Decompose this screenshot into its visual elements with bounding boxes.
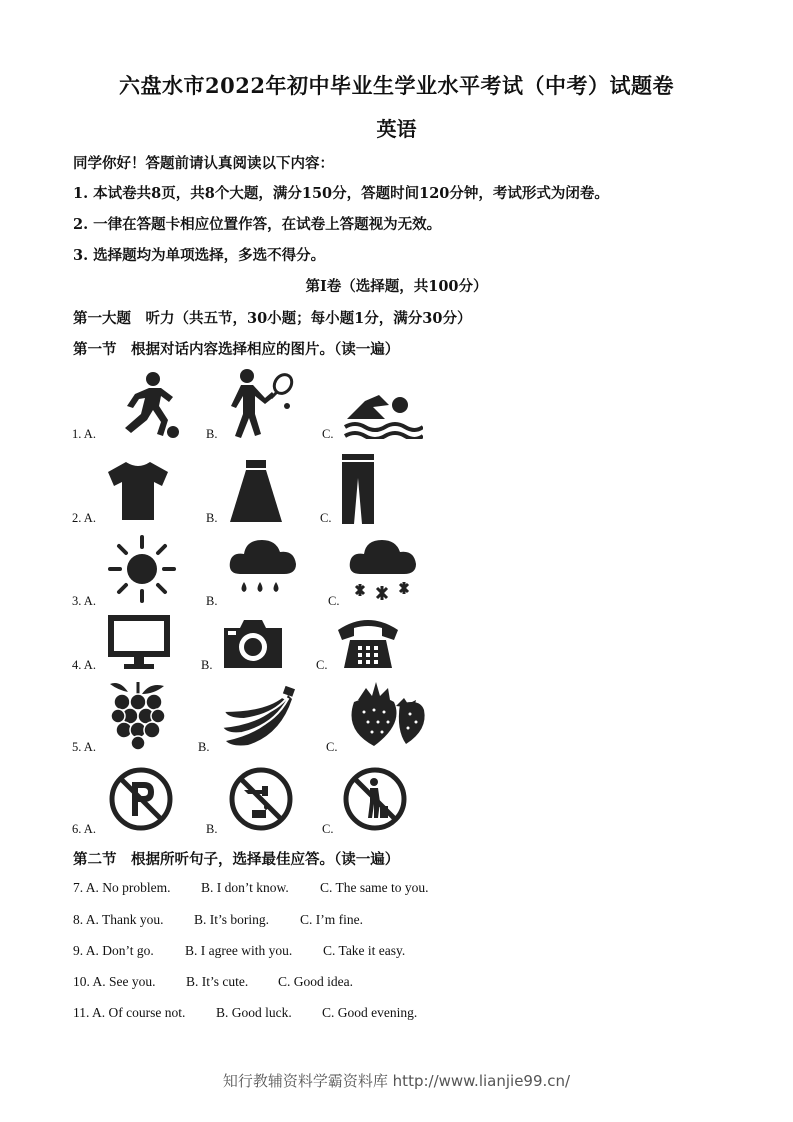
answer-option-c: C. I’m fine. [300,912,363,927]
answer-option-c: C. The same to you. [320,880,429,895]
strawberries-icon [344,680,430,750]
option-label: B. [206,511,218,525]
question-label: 3. A. [72,594,96,608]
tshirt-icon [106,460,170,522]
notice-item-2: 2. 一律在答题卡相应位置作答，在试卷上答题视为无效。 [73,216,442,233]
answer-option-a: 8. A. Thank you. [73,912,164,927]
option-label: C. [316,658,328,672]
watermark-footer: 知行教辅资料学霸资料库 http://www.lianjie99.cn/ [222,1072,571,1090]
question-label: 1. A. [72,427,96,441]
answer-option-c: C. Good idea. [278,974,353,989]
skirt-icon [228,458,284,524]
notice-item-3: 3. 选择题均为单项选择，多选不得分。 [73,247,326,264]
no-parking-icon [106,766,176,832]
rain-cloud-icon [226,536,298,602]
no-littering-icon [340,766,410,832]
answer-option-a: 7. A. No problem. [73,880,171,895]
answer-option-a: 9. A. Don’t go. [73,943,154,958]
subsection2-title: 第二节 根据所听句子，选择最佳应答。（读一遍） [73,851,400,868]
answer-option-a: 11. A. Of course not. [73,1005,186,1020]
question-label: 6. A. [72,822,96,836]
answer-option-a: 10. A. See you. [73,974,156,989]
no-drinking-water-icon [226,766,296,832]
answer-option-b: B. I don’t know. [201,880,289,895]
question-label: 5. A. [72,740,96,754]
answer-option-b: B. It’s boring. [194,912,270,927]
answer-option-c: C. Take it easy. [323,943,406,958]
question-label: 4. A. [72,658,96,672]
answer-option-b: B. Good luck. [216,1005,292,1020]
answer-option-b: B. I agree with you. [185,943,293,958]
monitor-icon [106,613,172,671]
camera-icon [220,616,286,670]
bananas-icon [218,685,298,749]
section1-title: 第一大题 听力（共五节，30小题；每小题1分，满分30分） [73,310,472,327]
notice-item-1: 1. 本试卷共8页，共8个大题，满分150分，答题时间120分钟，考试形式为闭卷。 [73,185,609,202]
answer-option-c: C. Good evening. [322,1005,418,1020]
swimmer-icon [343,383,423,439]
question-label: 2. A. [72,511,96,525]
option-label: B. [206,427,218,441]
option-label: B. [201,658,213,672]
tennis-player-icon [225,368,300,440]
subsection1-title: 第一节 根据对话内容选择相应的图片。（读一遍） [73,341,400,358]
option-label: C. [320,511,332,525]
grapes-icon [106,678,170,750]
option-label: C. [322,822,334,836]
option-label: B. [206,822,218,836]
sun-icon [108,535,176,603]
trousers-icon [340,452,376,526]
running-soccer-icon [105,370,180,440]
part1-heading: 第Ⅰ卷（选择题，共100分） [305,278,488,295]
option-label: B. [198,740,210,754]
answer-option-b: B. It’s cute. [186,974,249,989]
snow-cloud-icon [346,536,418,604]
subject-title: 英语 [376,117,417,141]
option-label: B. [206,594,218,608]
telephone-icon [336,616,400,670]
notice-greeting: 同学你好！答题前请认真阅读以下内容： [73,155,334,172]
option-label: C. [322,427,334,441]
option-label: C. [326,740,338,754]
exam-title: 六盘水市2022年初中毕业生学业水平考试（中考）试题卷 [119,73,674,98]
option-label: C. [328,594,340,608]
